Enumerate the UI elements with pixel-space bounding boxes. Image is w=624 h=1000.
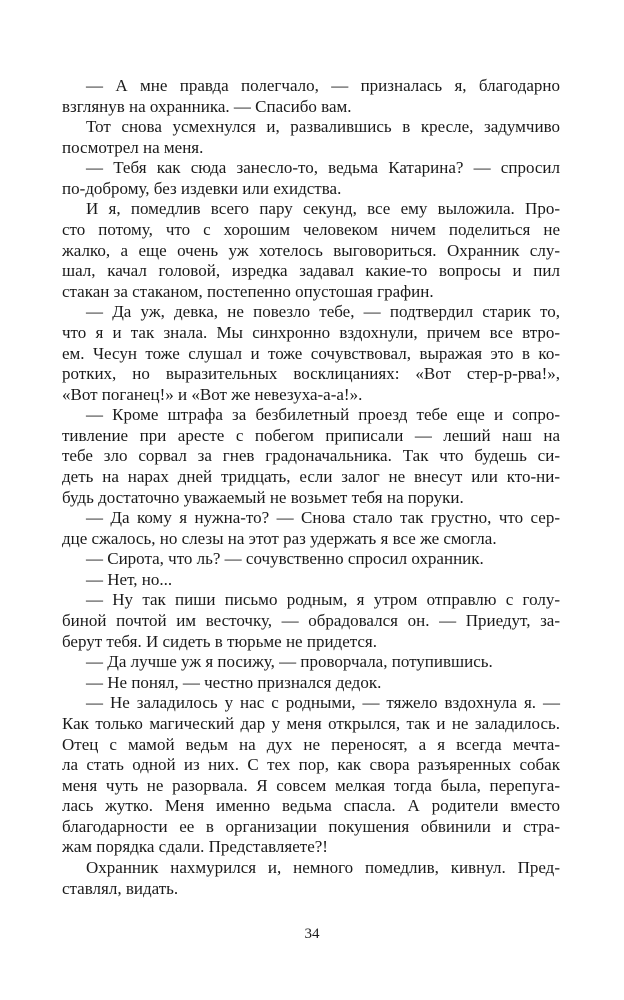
text-line: меня чуть не разорвала. Я совсем мелкая тогда была, перепуга- <box>62 775 560 795</box>
text-line: — Да лучше уж я посижу, — проворчала, потупившись. <box>86 652 493 672</box>
text-line: — А мне правда полегчало, — призналась я, благодарно <box>86 76 560 95</box>
text-line: ем. Чесун тоже слушал и тоже сочувствовал, выражая это в ко- <box>62 343 560 363</box>
text-line: дце сжалось, но слезы на этот раз удержать я все же смогла. <box>62 528 497 548</box>
text-line: — Не заладилось у нас с родными, — тяжело вздохнула я. — <box>86 693 560 713</box>
text-line: Как только магический дар у меня открылся, так и не заладилось. Отец с мамой ведьм на дух не переносят, а я всегда мечта- <box>62 713 560 754</box>
text-line: шал, качал головой, изредка задавал какие-то вопросы и пил <box>62 261 560 281</box>
text-line: лась жутко. Меня именно ведьма спасла. А родители вместо <box>62 796 560 816</box>
text-line: по-доброму, без издевки или ехидства. <box>62 178 342 198</box>
text-line: И я, помедлив всего пару секунд, все ему выложила. Про- <box>86 199 560 219</box>
text-line: посмотрел на меня. <box>62 137 204 157</box>
text-line: — Не понял, — честно признался дедок. <box>86 672 382 692</box>
text-line: что я и так знала. Мы синхронно вздохнули, причем все втро- <box>62 322 560 342</box>
text-line: — Сирота, что ль? — сочувственно спросил охранник. <box>86 549 484 569</box>
text-line: — Тебя как сюда занесло-то, ведьма Катарина? — спросил <box>86 158 560 178</box>
text-line: ротких, но выразительных восклицаниях: «Вот стер-р-рва!», <box>62 364 560 384</box>
text-line: взглянув на охранника. — Спасибо вам. <box>62 96 352 116</box>
text-line: будь достаточно уважаемый не возьмет тебя на поруки. <box>62 487 464 507</box>
text-line: — Кроме штрафа за безбилетный проезд тебе еще и сопро- <box>86 405 560 425</box>
text-line: — Да уж, девка, не повезло тебе, — подтвердил старик то, <box>86 302 560 322</box>
page-number: 34 <box>304 926 320 942</box>
text-line: — Нет, но... <box>86 569 173 589</box>
text-line: Охранник нахмурился и, немного помедлив, кивнул. Пред- <box>86 857 560 877</box>
text-line: биной почтой им весточку, — обрадовался он. — Приедут, за- <box>62 611 560 631</box>
text-line: стакан за стаканом, постепенно опустошая графин. <box>62 281 434 301</box>
text-line: берут тебя. И сидеть в тюрьме не придется. <box>62 631 377 651</box>
text-line: жам порядка сдали. Представляете?! <box>62 837 328 857</box>
text-line: ставлял, видать. <box>62 878 179 898</box>
text-line: тебе зло сорвал за гнев градоначальника. Так что будешь си- <box>62 446 560 466</box>
text-line: — Ну так пиши письмо родным, я утром отправлю с голу- <box>86 590 560 610</box>
text-line: Тот снова усмехнулся и, развалившись в кресле, задумчиво <box>86 117 560 137</box>
text-line: жалко, а еще очень уж хотелось выговориться. Охранник слу- <box>62 240 560 260</box>
text-line: тивление при аресте с побегом приписали — леший наш на <box>62 425 560 445</box>
text-line: ла стать одной из них. С тех пор, как свора разъяренных собак <box>62 755 560 775</box>
body-text <box>62 76 560 899</box>
text-line: благодарности ее в организации покушения обвинили и стра- <box>62 816 560 836</box>
text-line: — Да кому я нужна-то? — Снова стало так грустно, что сер- <box>86 508 560 528</box>
text-line: деть на нарах дней тридцать, если залог не внесут или кто-ни- <box>62 466 560 486</box>
text-line: сто потому, что с хорошим человеком ничем поделиться не <box>62 220 560 240</box>
text-line: «Вот поганец!» и «Вот же невезуха-а-а!». <box>62 384 363 404</box>
